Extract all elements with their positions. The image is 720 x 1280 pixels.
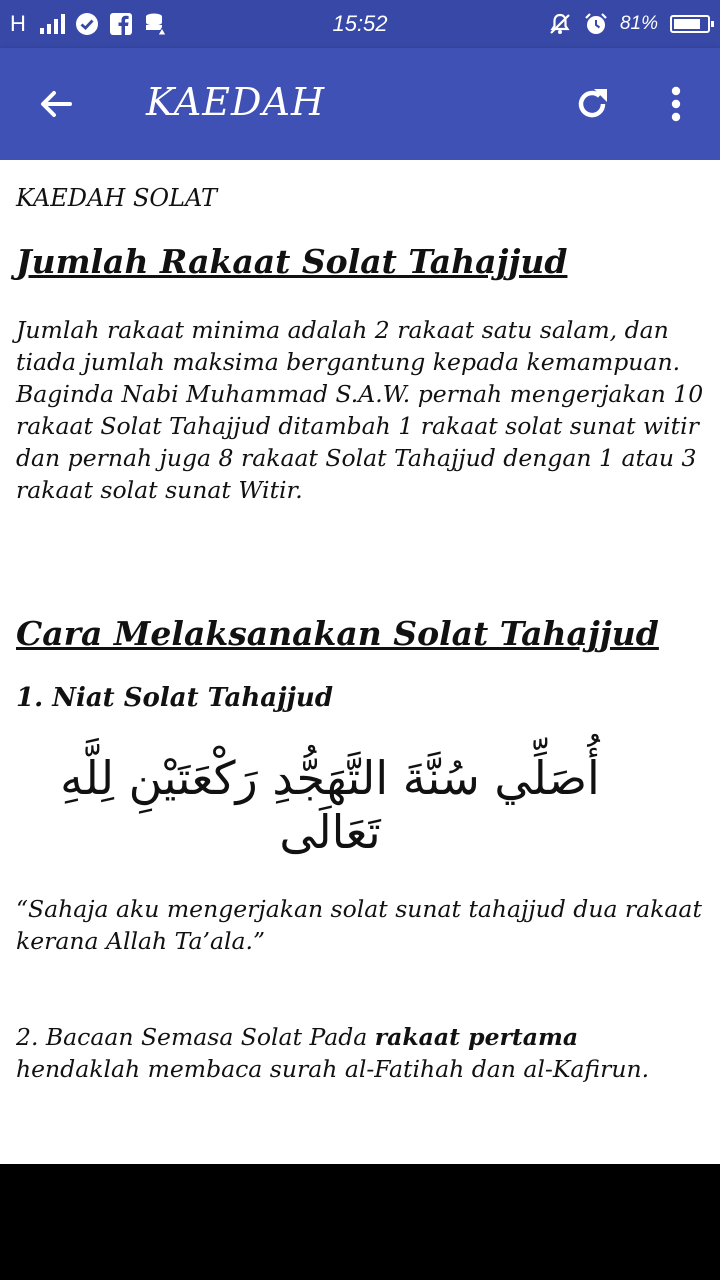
status-bar xyxy=(0,0,720,48)
battery-percent: 81% xyxy=(619,13,658,34)
back-arrow-icon[interactable] xyxy=(34,82,78,126)
more-options-icon[interactable] xyxy=(654,82,698,126)
arabic-niat-text: أُصَلِّي سُنَّةَ التَّهَجُّدِ رَكْعَتَيْنِ لِلَّهِ تَعَالَى xyxy=(60,751,600,859)
status-right-icons xyxy=(548,10,710,38)
step-bacaan-text xyxy=(16,1021,704,1085)
step-bacaan-prefix: 2. Bacaan Semasa Solat Pada xyxy=(16,1023,375,1051)
step-bacaan-suffix: hendaklah membaca surah al-Fatihah dan al-Kafirun. xyxy=(16,1055,650,1083)
article-content[interactable] xyxy=(0,160,720,1164)
notifications-off-icon xyxy=(548,12,572,36)
paragraph-rakaat: Jumlah rakaat minima adalah 2 rakaat satu salam, dan tiada jumlah maksima bergantung kepada kemampuan. Baginda Nabi Muhammad S.A.W. pernah mengerjakan 10 rakaat Solat Tahajjud ditambah 1 rakaat solat sunat witir dan pernah juga 8 rakaat Solat Tahajjud dengan 1 atau 3 rakaat solat sunat Witir. xyxy=(16,316,704,504)
niat-translation: “Sahaja aku mengerjakan solat sunat tahajjud dua rakaat kerana Allah Ta’ala.” xyxy=(16,895,702,955)
network-type: H xyxy=(10,11,26,36)
app-bar xyxy=(0,48,720,160)
page-title: KAEDAH xyxy=(146,80,326,124)
clock: 15:52 xyxy=(332,11,388,36)
step-bacaan-bold: rakaat pertama xyxy=(374,1023,579,1051)
step-niat-title: 1. Niat Solat Tahajjud xyxy=(16,683,334,713)
article-subtitle: KAEDAH SOLAT xyxy=(16,184,218,212)
battery-fill xyxy=(674,19,700,29)
battery-icon xyxy=(670,15,710,33)
section-heading-rakaat: Jumlah Rakaat Solat Tahajjud xyxy=(16,242,568,281)
alarm-icon xyxy=(584,12,608,36)
section-heading-cara: Cara Melaksanakan Solat Tahajjud xyxy=(16,614,659,653)
refresh-icon[interactable] xyxy=(570,82,614,126)
